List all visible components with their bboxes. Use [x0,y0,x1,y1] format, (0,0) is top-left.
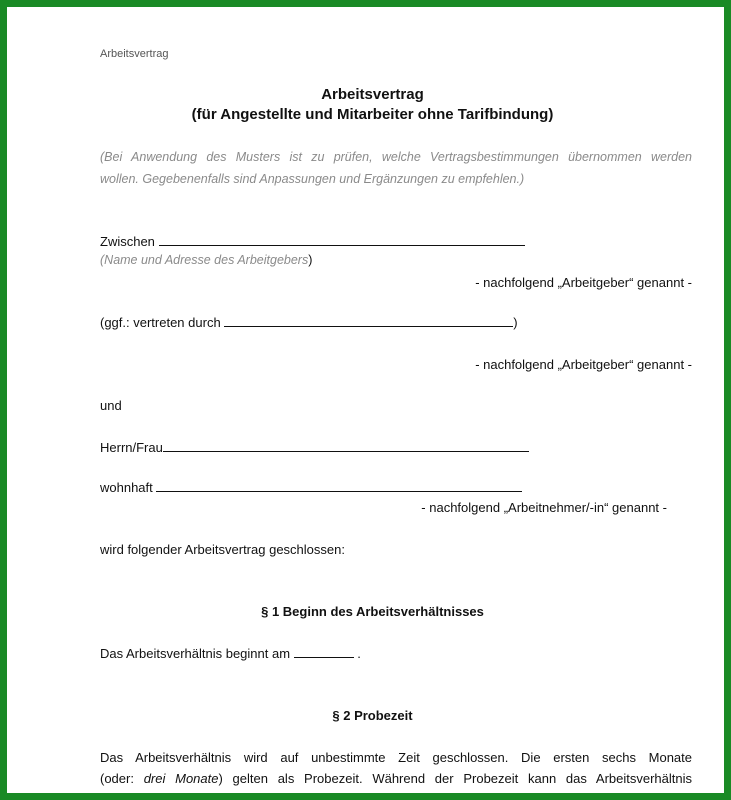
employee-name-fill-line[interactable] [163,439,529,452]
employee-residence-row [100,479,522,495]
and-label: und [100,398,122,413]
employer-label: Zwischen [100,234,155,249]
employer-row [100,233,525,249]
employer-fill-line[interactable] [159,233,525,246]
employee-designation: - nachfolgend „Arbeitnehmer/-in“ genannt - [421,500,667,515]
employer-subtext: (Name und Adresse des Arbeitgebers) [100,253,313,267]
representative-label: (ggf.: vertreten durch [100,315,221,330]
section-1-text: Das Arbeitsverhältnis beginnt am . [100,646,361,661]
employee-name-row [100,439,529,455]
usage-hint-line-2: wollen. Gegebenenfalls sind Anpassungen und Ergänzungen zu empfehlen.) [100,172,525,186]
document-title: Arbeitsvertrag [321,86,424,103]
section-2-line-3: beiderseits mit einer Frist von zwei Wochen gekündigt werden. [100,792,461,800]
employee-residence-fill-line[interactable] [156,479,522,492]
representative-designation: - nachfolgend „Arbeitgeber“ genannt - [475,357,692,372]
start-date-fill-line[interactable] [294,645,354,658]
employee-residence-label: wohnhaft [100,480,153,495]
document-subtitle: (für Angestellte und Mitarbeiter ohne Tarifbindung) [191,106,554,123]
representative-fill-line[interactable] [224,314,513,327]
running-header: Arbeitsvertrag [100,48,169,60]
usage-hint-line-1: (Bei Anwendung des Musters ist zu prüfen, welche Vertragsbestimmungen übernommen werden [100,150,692,164]
section-1-heading: § 1 Beginn des Arbeitsverhältnisses [261,604,484,619]
employer-designation: - nachfolgend „Arbeitgeber“ genannt - [475,275,692,290]
section-2-heading: § 2 Probezeit [332,708,413,723]
employee-name-label: Herrn/Frau [100,440,163,455]
document-page [7,7,731,800]
section-2-line-1: Das Arbeitsverhältnis wird auf unbestimmte Zeit geschlossen. Die ersten sechs Monate [100,750,692,765]
contract-concluded-text: wird folgender Arbeitsvertrag geschlossen: [100,542,345,557]
section-2-line-2: (oder: drei Monate) gelten als Probezeit. Während der Probezeit kann das Arbeitsverhältnis [100,771,692,786]
representative-row: (ggf.: vertreten durch ) [100,315,518,330]
